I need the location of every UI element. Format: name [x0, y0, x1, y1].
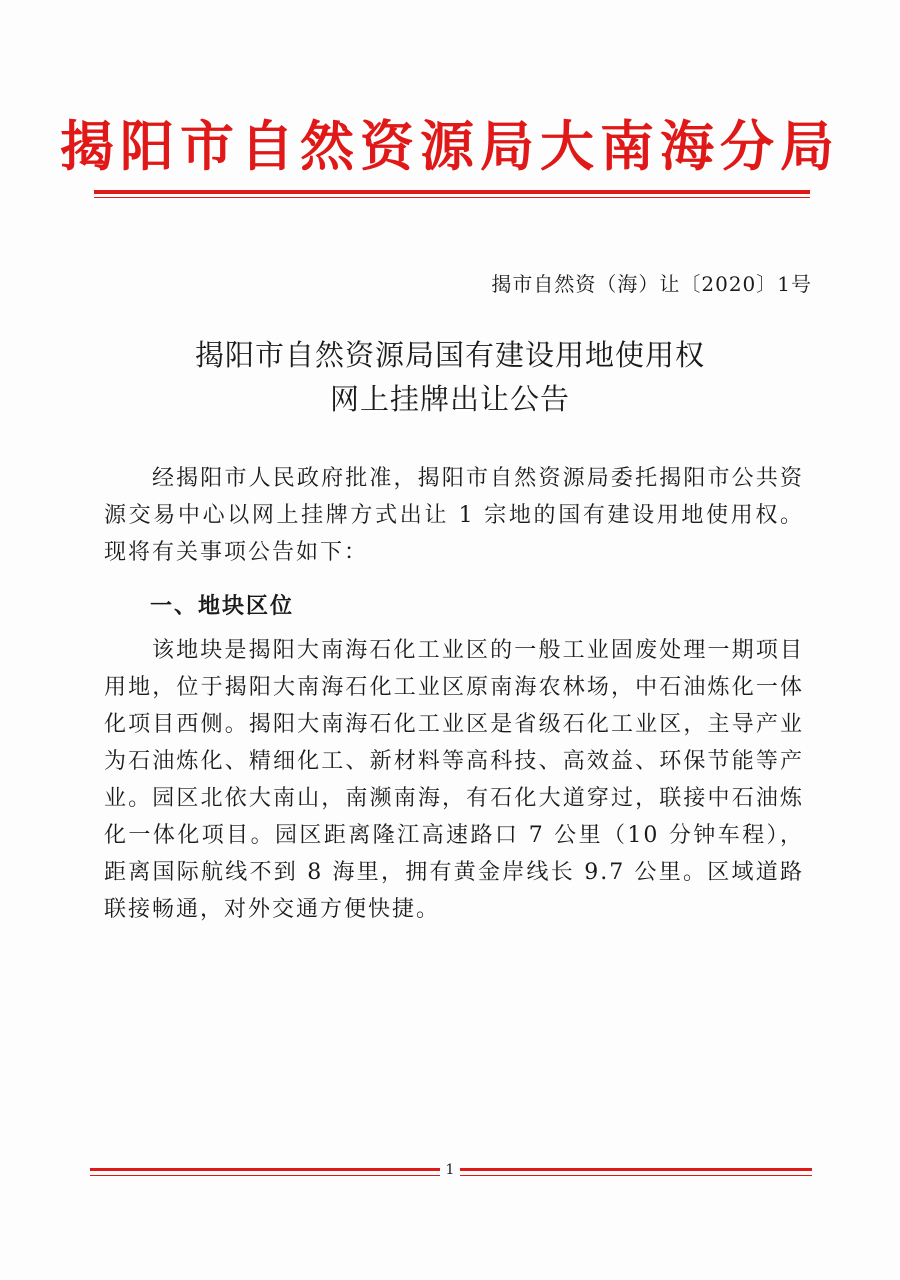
page-number: 1: [440, 1158, 460, 1182]
document-number: 揭市自然资（海）让〔2020〕1号: [491, 272, 812, 296]
notice-title: [0, 333, 900, 421]
notice-title-line-2: 网上挂牌出让公告: [329, 382, 570, 416]
intro-paragraph: 经揭阳市人民政府批准，揭阳市自然资源局委托揭阳市公共资源交易中心以网上挂牌方式出让 1 宗地的国有建设用地使用权。现将有关事项公告如下：: [104, 466, 804, 565]
notice-title-line-1: 揭阳市自然资源局国有建设用地使用权: [194, 338, 705, 372]
header-red-rule-thick: [94, 190, 810, 194]
section-heading-location: 一、地块区位: [150, 594, 295, 619]
location-paragraph: 该地块是揭阳大南海石化工业区的一般工业固废处理一期项目用地，位于揭阳大南海石化工业区原南海农林场，中石油炼化一体化项目西侧。揭阳大南海石化工业区是省级石化工业区，主导产业为石油炼化、精细化工、新材料等高科技、高效益、环保节能等产业。园区北依大南山，南濒南海，有石化大道穿过，联接中石油炼化一体化项目。园区距离隆江高速路口 7 公里（10 分钟车程），距离国际航线不到 8 海里，拥有黄金岸线长 9.7 公里。区域道路联接畅通，对外交通方便快捷。: [104, 638, 804, 922]
issuing-organization-title: 揭阳市自然资源局大南海分局: [60, 115, 840, 178]
header-red-rule-thin: [94, 197, 810, 198]
